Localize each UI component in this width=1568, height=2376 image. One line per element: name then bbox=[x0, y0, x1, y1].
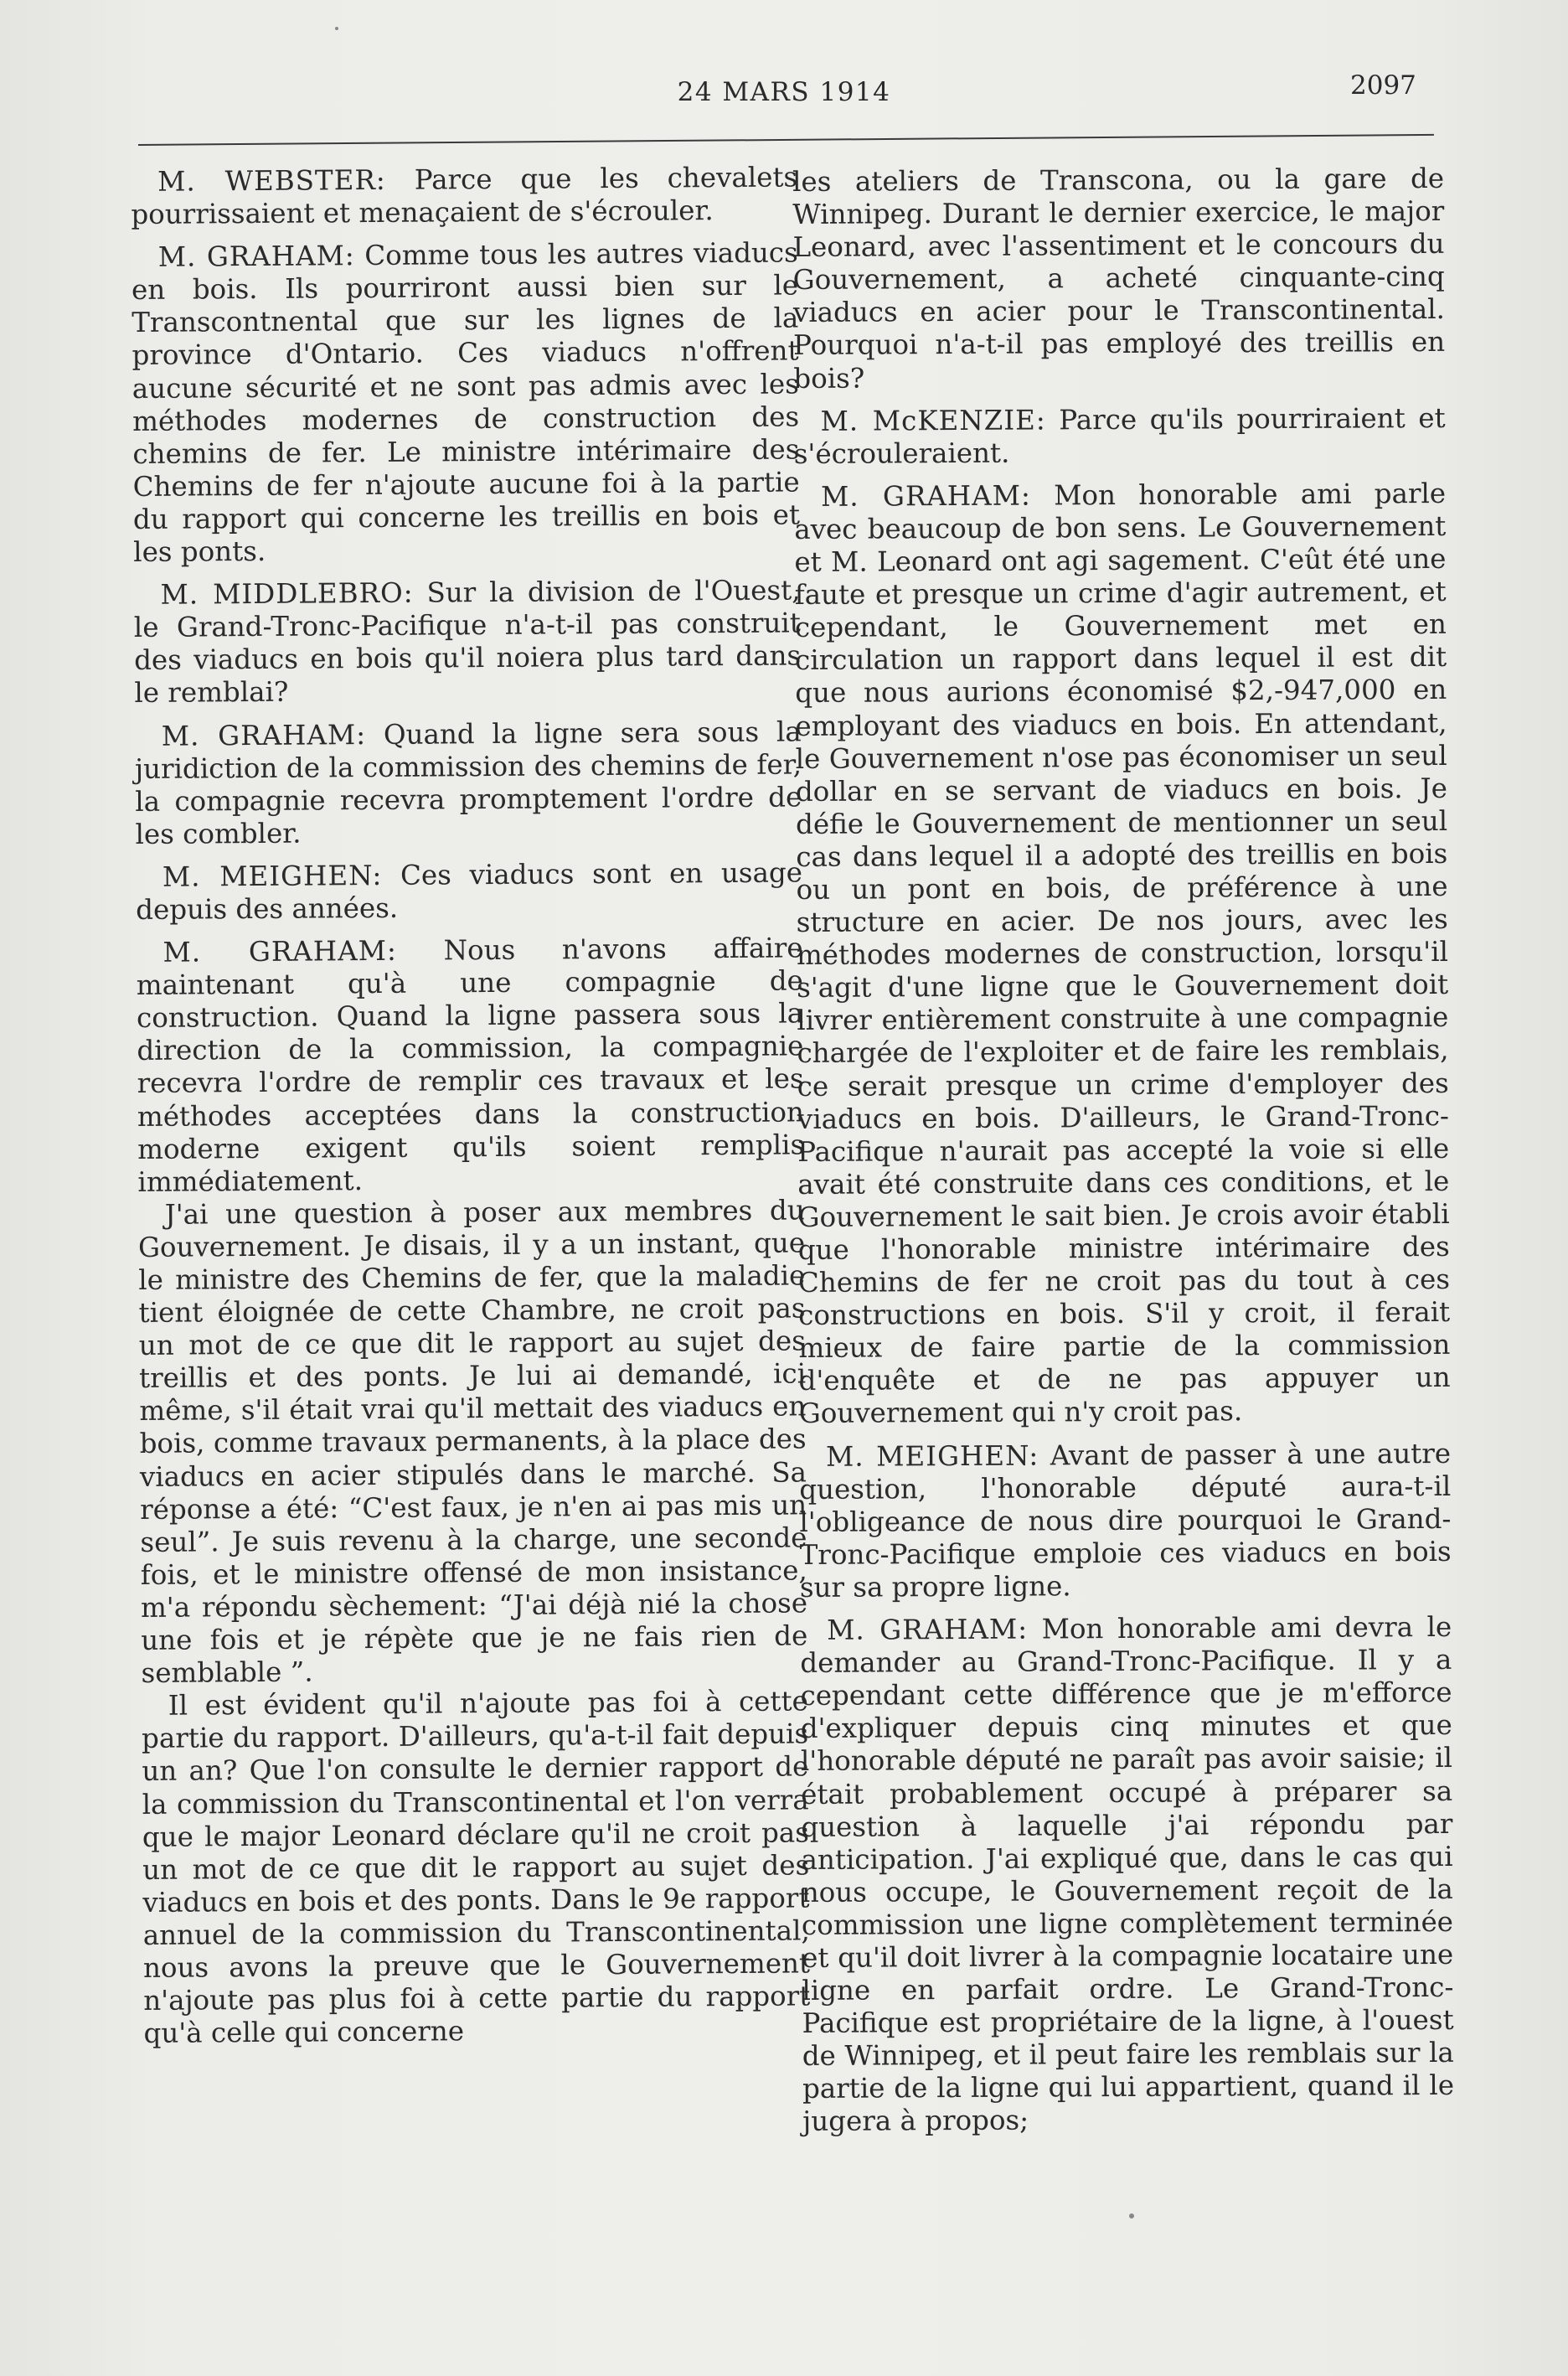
speaker-name: M. MEIGHEN: bbox=[162, 859, 383, 893]
paragraph-text: Parce qu'ils pourriraient et s'écrouleraient. bbox=[793, 401, 1446, 470]
page-number: 2097 bbox=[1350, 70, 1416, 101]
scan-speck bbox=[335, 27, 338, 30]
speaker-name: M. GRAHAM: bbox=[827, 1613, 1029, 1646]
speaker-name: M. MEIGHEN: bbox=[825, 1439, 1039, 1473]
paragraph bbox=[131, 161, 798, 231]
speaker-name: M. GRAHAM: bbox=[157, 240, 355, 273]
right-column bbox=[792, 163, 1454, 2139]
paragraph bbox=[135, 715, 802, 851]
paragraph bbox=[792, 163, 1445, 395]
paragraph-text: J'ai une question à poser aux membres du Gouvernement. Je disais, il y a un instant, que le ministre des Chemins de fer, que la maladie tient éloignée de cette Chambre, ne croit pas un mot de ce que dit le rapport au sujet des treillis et des ponts. Je lui ai demandé, ici même, s'il était vrai qu'il mettait des viaducs en bois, comme travaux permanents, à la place des viaducs en acier stipulés dans le marché. Sa réponse a été: “C'est faux, je n'en ai pas mis un seul”. Je suis revenu à la charge, une seconde fois, et le ministre offensé de mon insistance, m'a répondu sèchement: “J'ai déjà nié la chose une fois et je répète que je ne fais rien de semblable ”. bbox=[137, 1194, 808, 1690]
paragraph-text: Ces viaducs sont en usage depuis des années. bbox=[136, 856, 803, 926]
scan-speck bbox=[1129, 2213, 1134, 2218]
paragraph bbox=[800, 1611, 1454, 2139]
speaker-name: M. GRAHAM: bbox=[162, 934, 397, 968]
paragraph-text: Sur la division de l'Ouest, le Grand-Tronc-Pacifique n'a-t-il pas construit des viaducs en bois qu'il noiera plus tard dans le remblai? bbox=[133, 574, 802, 710]
paragraph bbox=[136, 932, 804, 1198]
paragraph bbox=[132, 237, 801, 569]
paragraph bbox=[794, 478, 1451, 1431]
paragraph-text: Quand la ligne sera sous la juridiction de la commission des chemins de fer, la compagnie recevra promptement l'ordre de les combler. bbox=[134, 715, 802, 850]
paragraph-text: les ateliers de Transcona, ou la gare de Winnipeg. Durant le dernier exercice, le major Leonard, avec l'assentiment et le concours du Gouvernement, a acheté cinquante-cinq viaducs en acier pour le Transcontinental. Pourquoi n'a-t-il pas employé des treillis en bois? bbox=[792, 162, 1446, 395]
paragraph bbox=[138, 1194, 808, 1690]
paragraph-text: Il est évident qu'il n'ajoute pas foi à cette partie du rapport. D'ailleurs, qu'a-t-il fait depuis un an? Que l'on consulte le dernier rapport de la commission du Transcontinental et l'on verra que le major Leonard déclare qu'il ne croit pas un mot de ce que dit le rapport au sujet des viaducs en bois et des ponts. Dans le 9e rapport annuel de la commission du Transcontinental, nous avons la preuve que le Gouvernement n'ajoute pas plus foi à cette partie du rapport qu'à celle qui concerne bbox=[141, 1685, 811, 2050]
paragraph-text: Comme tous les autres viaducs en bois. Ils pourriront aussi bien sur le Transcontnental que sur les lignes de la province d'Ontario. Ces viaducs n'offrent aucune sécurité et ne sont pas admis avec les méthodes modernes de construction des chemins de fer. Le ministre intérimaire des Chemins de fer n'ajoute aucune foi à la partie du rapport qui concerne les treillis en bois et les ponts. bbox=[131, 236, 801, 569]
speaker-name: M. GRAHAM: bbox=[161, 718, 367, 752]
paragraph-text: Mon honorable ami parle avec beaucoup de bon sens. Le Gouvernement et M. Leonard ont agi sagement. C'eût été une faute et presque un crime d'agir autrement, et cependant, le Gouvernement met en circulation un rapport dans lequel il est dit que nous aurions économisé $2,-947,000 en employant des viaducs en bois. En attendant, le Gouvernement n'ose pas économiser un seul dollar en se servant de viaducs en bois. Je défie le Gouvernement de mentionner un seul cas dans lequel il a adopté des treillis en bois ou un pont en bois, de préférence à une structure en acier. De nos jours, avec les méthodes modernes de construction, lorsqu'il s'agit d'une ligne que le Gouvernement doit livrer entièrement construite à une compagnie chargée de l'exploiter et de faire les remblais, ce serait presque un crime d'employer des viaducs en bois. D'ailleurs, le Grand-Tronc-Pacifique n'aurait pas accepté la voie si elle avait été construite dans ces conditions, et le Gouvernement le sait bien. Je crois avoir établi que l'honorable ministre intérimaire des Chemins de fer ne croit pas du tout à ces constructions en bois. S'il y croit, il ferait mieux de faire partie de la commission d'enquête et de ne pas appuyer un Gouvernement qui n'y croit pas. bbox=[794, 477, 1451, 1430]
speaker-name: M. MIDDLEBRO: bbox=[160, 576, 414, 611]
paragraph-text: Avant de passer à une autre question, l'honorable député aura-t-il l'obligeance de nous dire pourquoi le Grand-Tronc-Pacifique emploie ces viaducs en bois sur sa propre ligne. bbox=[799, 1437, 1452, 1604]
paragraph bbox=[136, 856, 803, 927]
paragraph bbox=[799, 1437, 1452, 1604]
page-header-date: 24 MARS 1914 bbox=[677, 77, 891, 107]
paragraph bbox=[142, 1686, 811, 2051]
paragraph bbox=[133, 575, 801, 710]
paragraph-text: Parce que les chevalets pourrissaient et menaçaient de s'écrouler. bbox=[131, 161, 798, 231]
speaker-name: M. WEBSTER: bbox=[157, 163, 386, 198]
speaker-name: M. McKENZIE: bbox=[820, 404, 1046, 437]
left-column bbox=[131, 161, 811, 2050]
paragraph-text: Mon honorable ami devra le demander au Grand-Tronc-Pacifique. Il y a cependant cette différence que je m'efforce d'expliquer depuis cinq minutes et que l'honorable député ne paraît pas avoir saisie; il était probablement occupé à préparer sa question à laquelle j'ai répondu par anticipation. J'ai expliqué que, dans le cas qui nous occupe, le Gouvernement reçoit de la commission une ligne complètement terminée et qu'il doit livrer à la compagnie locataire une ligne en parfait ordre. Le Grand-Tronc-Pacifique est propriétaire de la ligne, à l'ouest de Winnipeg, et il peut faire les remblais sur la partie de la ligne qui lui appartient, quand il le jugera à propos; bbox=[800, 1610, 1455, 2138]
header-rule bbox=[138, 134, 1434, 146]
paragraph bbox=[793, 402, 1445, 471]
paragraph-text: Nous n'avons affaire maintenant qu'à une compagnie de construction. Quand la ligne passera sous la direction de la commission, la compagnie recevra l'ordre de remplir ces travaux et les méthodes acceptées dans la construction moderne exigent qu'ils soient remplis immédiatement. bbox=[136, 932, 805, 1198]
speaker-name: M. GRAHAM: bbox=[820, 479, 1032, 513]
